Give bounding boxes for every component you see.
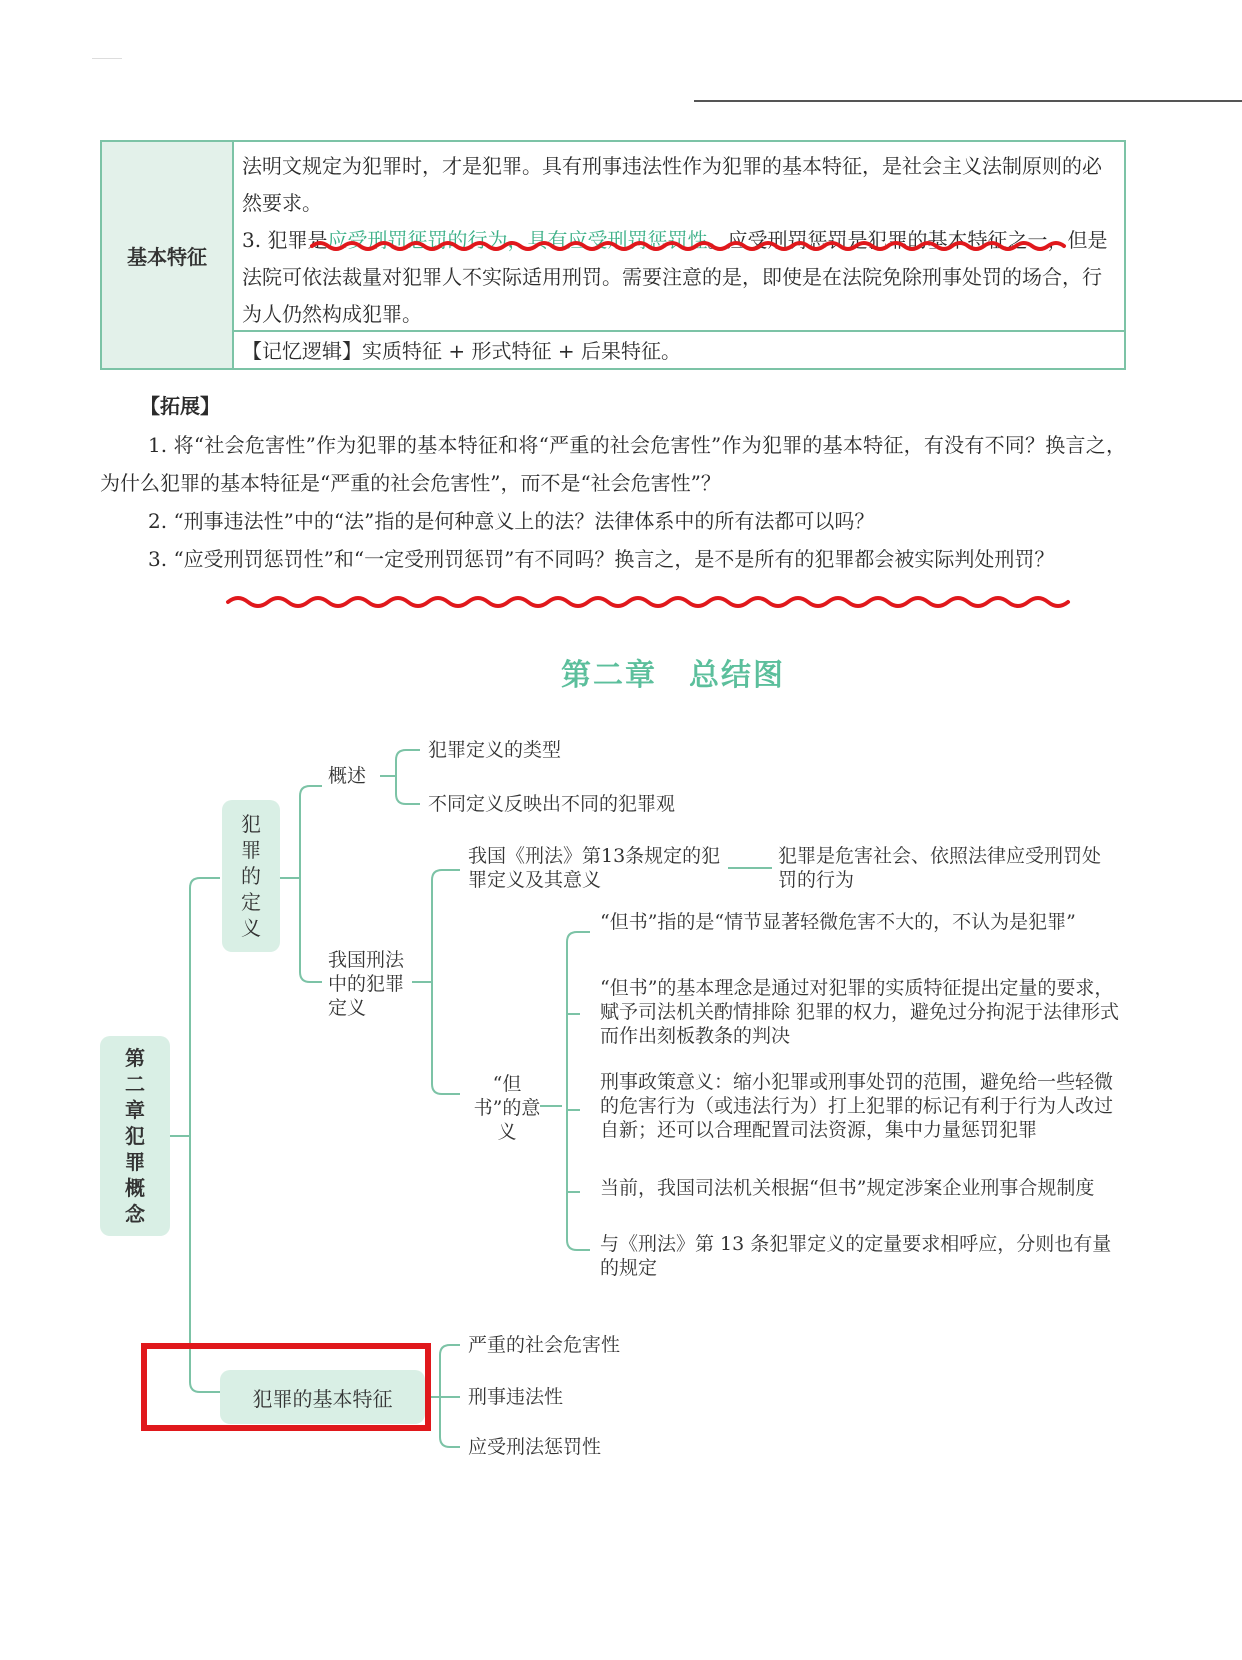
- proviso-item-5: 与《刑法》第 13 条犯罪定义的定量要求相呼应，分则也有量的规定: [600, 1233, 1112, 1279]
- extension-question-2: 2. “刑事违法性”中的“法”指的是何种意义上的法？法律体系中的所有法都可以吗？: [148, 509, 875, 533]
- red-highlight-box: [141, 1343, 431, 1431]
- chapter-title: 第二章 总结图: [561, 658, 785, 693]
- root-label: 第二章 犯罪概念: [125, 1046, 165, 1226]
- root-node: [100, 1036, 170, 1236]
- feature-3: 应受刑法惩罚性: [468, 1436, 602, 1458]
- line2-highlight: 应受刑罚惩罚的行为，具有应受刑罚惩罚性: [327, 228, 708, 252]
- feature-2: 刑事违法性: [468, 1386, 564, 1408]
- proviso-item-4: 当前，我国司法机关根据“但书”规定涉案企业刑事合规制度: [600, 1177, 1095, 1199]
- basic-features-label: 犯罪的基本特征: [252, 1386, 393, 1411]
- proviso-node: “但书”的意义: [473, 1073, 541, 1143]
- line2-prefix: 3. 犯罪是: [242, 228, 328, 252]
- extension-question-1: 1. 将“社会危害性”作为犯罪的基本特征和将“严重的社会危害性”作为犯罪的基本特征，有没有不同？换言之，为什么犯罪的基本特征是“严重的社会危害性”，而不是“社会危害性”？: [100, 433, 1126, 495]
- overview-item-1: 犯罪定义的类型: [428, 739, 562, 761]
- article-13-node: 我国《刑法》第13条规定的犯罪定义及其意义: [468, 845, 721, 891]
- proviso-item-1: “但书”指的是“情节显著轻微危害不大的，不认为是犯罪”: [600, 911, 1076, 933]
- extension-title: 【拓展】: [140, 394, 220, 418]
- table-line-1: 法明文规定为犯罪时，才是犯罪。具有刑事违法性作为犯罪的基本特征，是社会主义法制原则的必然要求。: [242, 154, 1102, 215]
- memory-logic: 【记忆逻辑】实质特征 + 形式特征 + 后果特征。: [242, 339, 681, 363]
- proviso-item-3: 刑事政策意义：缩小犯罪或刑事处罚的范围，避免给一些轻微的危害行为（或违法行为）打上犯罪的标记有利于行为人改过自新；还可以合理配置司法资源，集中力量惩罚犯罪: [600, 1071, 1114, 1141]
- article-13-meaning: 犯罪是危害社会、依照法律应受刑罚处罚的行为: [778, 845, 1102, 891]
- definition-node: [222, 800, 280, 952]
- table-label: 基本特征: [102, 142, 234, 368]
- overview-item-2: 不同定义反映出不同的犯罪观: [428, 793, 676, 815]
- overview-node: 概述: [328, 765, 367, 787]
- red-wave-annotations: [228, 243, 1068, 606]
- feature-1: 严重的社会危害性: [468, 1334, 621, 1356]
- extension-question-3: 3. “应受刑罚惩罚性”和“一定受刑罚惩罚”有不同吗？换言之，是不是所有的犯罪都会被实际判处刑罚？: [148, 547, 1055, 571]
- criminal-law-definition-node: 我国刑法中的犯罪定义: [328, 949, 405, 1019]
- definition-label: 犯罪的定义: [241, 812, 261, 940]
- line2-suffix: 。应受刑罚惩罚是犯罪的基本特征之一，但是法院可依法裁量对犯罪人不实际适用刑罚。需要注意的是，即使是在法院免除刑事处罚的场合，行为人仍然构成犯罪。: [242, 228, 1108, 326]
- proviso-item-2: “但书”的基本理念是通过对犯罪的实质特征提出定量的要求，赋予司法机关酌情排除 犯罪的权力，避免过分拘泥于法律形式而作出刻板教条的判决: [600, 977, 1120, 1047]
